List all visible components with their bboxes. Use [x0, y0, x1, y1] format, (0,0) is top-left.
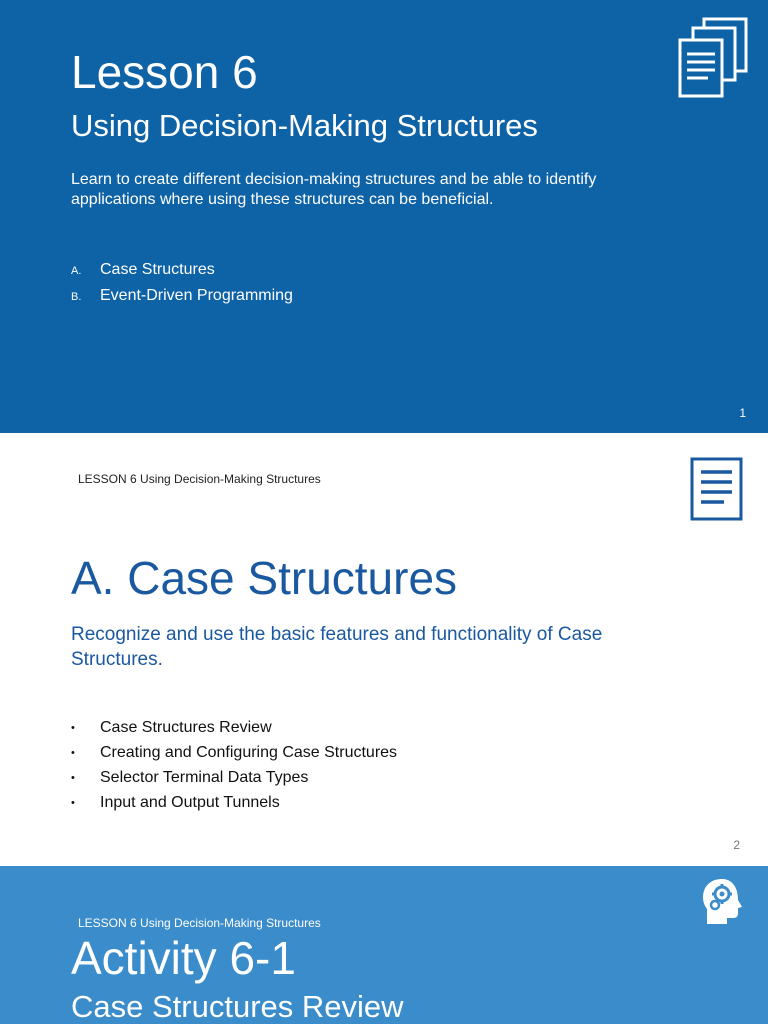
bullet-marker: • — [71, 771, 75, 784]
slide-activity — [0, 866, 768, 1024]
lesson-description: Learn to create different decision-making structures and be able to identify applications where using these structures can be beneficial. — [71, 171, 597, 208]
topic-label: Case Structures — [100, 261, 215, 278]
section-title: A. Case Structures — [71, 552, 458, 604]
lesson-title: Lesson 6 — [71, 46, 258, 98]
page-number: 1 — [739, 406, 746, 420]
topic-label: Event-Driven Programming — [100, 287, 293, 304]
topic-marker: B. — [71, 291, 82, 303]
bullet-marker: • — [71, 796, 75, 809]
head-gears-icon — [700, 877, 744, 927]
topic-marker: A. — [71, 265, 82, 277]
topic-item — [71, 261, 293, 287]
list-item — [71, 740, 397, 765]
bullet-marker: • — [71, 746, 75, 759]
topic-item — [71, 287, 293, 313]
list-item-label: Input and Output Tunnels — [100, 793, 280, 811]
list-item — [71, 790, 397, 815]
documents-stack-icon — [676, 16, 750, 100]
document-icon — [690, 457, 744, 523]
list-item — [71, 715, 397, 740]
slide-case-structures — [0, 433, 768, 866]
page-number: 2 — [733, 838, 740, 852]
lesson-header: LESSON 6 Using Decision-Making Structures — [78, 916, 321, 930]
section-description: Recognize and use the basic features and functionality of Case Structures. — [71, 624, 603, 670]
list-item-label: Selector Terminal Data Types — [100, 768, 309, 786]
slide-lesson-intro — [0, 0, 768, 433]
activity-title: Activity 6-1 — [71, 932, 296, 984]
list-item — [71, 765, 397, 790]
bullet-marker: • — [71, 721, 75, 734]
topic-list — [71, 261, 293, 313]
lesson-subtitle: Using Decision-Making Structures — [71, 108, 538, 143]
lesson-header: LESSON 6 Using Decision-Making Structures — [78, 472, 321, 486]
list-item-label: Creating and Configuring Case Structures — [100, 743, 398, 761]
activity-subtitle: Case Structures Review — [71, 989, 404, 1024]
list-item-label: Case Structures Review — [100, 718, 272, 736]
bullet-list — [71, 715, 397, 815]
